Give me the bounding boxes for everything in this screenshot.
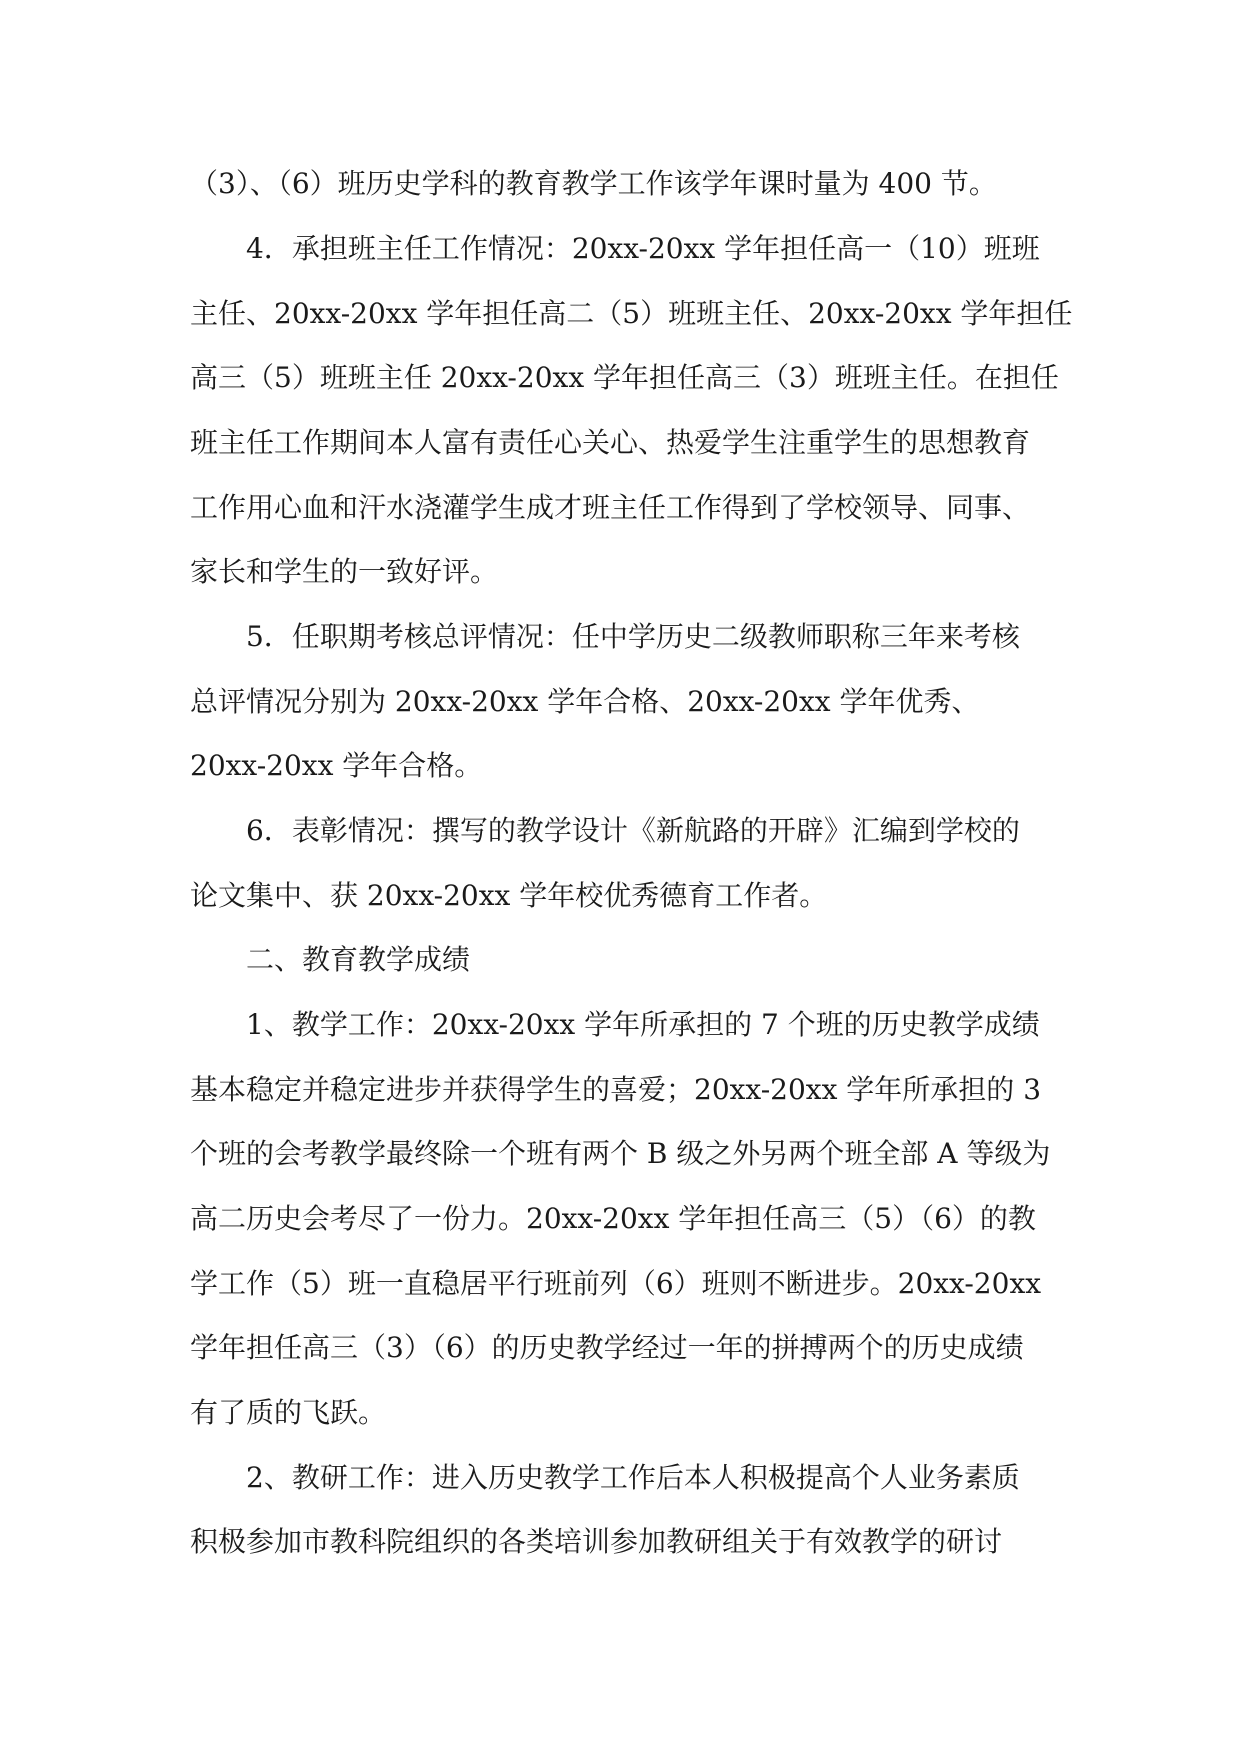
text-line: 高三（5）班班主任 20xx-20xx 学年担任高三（3）班班主任。在担任 bbox=[190, 361, 1059, 394]
text-line: 高二历史会考尽了一份力。20xx-20xx 学年担任高三（5）（6）的教 bbox=[190, 1202, 1036, 1235]
section-heading: 二、教育教学成绩 bbox=[246, 943, 471, 976]
text-line: 学年担任高三（3）（6）的历史教学经过一年的拼搏两个的历史成绩 bbox=[190, 1331, 1024, 1364]
text-line: 论文集中、获 20xx-20xx 学年校优秀德育工作者。 bbox=[190, 879, 828, 912]
text-line: 个班的会考教学最终除一个班有两个 B 级之外另两个班全部 A 等级为 bbox=[190, 1137, 1051, 1170]
paragraph-research-heading: 2、教研工作：进入历史教学工作后本人积极提高个人业务素质 bbox=[246, 1461, 1020, 1494]
paragraph-awards-heading: 6．表彰情况：撰写的教学设计《新航路的开辟》汇编到学校的 bbox=[246, 814, 1020, 847]
text-line: 学工作（5）班一直稳居平行班前列（6）班则不断进步。20xx-20xx bbox=[190, 1267, 1042, 1300]
text-line: 积极参加市教科院组织的各类培训参加教研组关于有效教学的研讨 bbox=[190, 1525, 1003, 1558]
paragraph-teaching-heading: 1、教学工作：20xx-20xx 学年所承担的 7 个班的历史教学成绩 bbox=[246, 1008, 1040, 1041]
text-line: 主任、20xx-20xx 学年担任高二（5）班班主任、20xx-20xx 学年担任 bbox=[190, 297, 1073, 330]
text-line: （3）、（6）班历史学科的教育教学工作该学年课时量为 400 节。 bbox=[190, 167, 997, 200]
paragraph-class-teacher-heading: 4．承担班主任工作情况：20xx-20xx 学年担任高一（10）班班 bbox=[246, 232, 1040, 265]
text-line: 基本稳定并稳定进步并获得学生的喜爱；20xx-20xx 学年所承担的 3 bbox=[190, 1073, 1042, 1106]
paragraph-assessment-heading: 5．任职期考核总评情况：任中学历史二级教师职称三年来考核 bbox=[246, 620, 1020, 653]
text-line: 有了质的飞跃。 bbox=[190, 1396, 387, 1429]
text-line: 20xx-20xx 学年合格。 bbox=[190, 749, 483, 782]
text-line: 总评情况分别为 20xx-20xx 学年合格、20xx-20xx 学年优秀、 bbox=[190, 685, 980, 718]
text-line: 家长和学生的一致好评。 bbox=[190, 555, 499, 588]
text-line: 工作用心血和汗水浇灌学生成才班主任工作得到了学校领导、同事、 bbox=[190, 491, 1031, 524]
text-line: 班主任工作期间本人富有责任心关心、热爱学生注重学生的思想教育 bbox=[190, 426, 1031, 459]
